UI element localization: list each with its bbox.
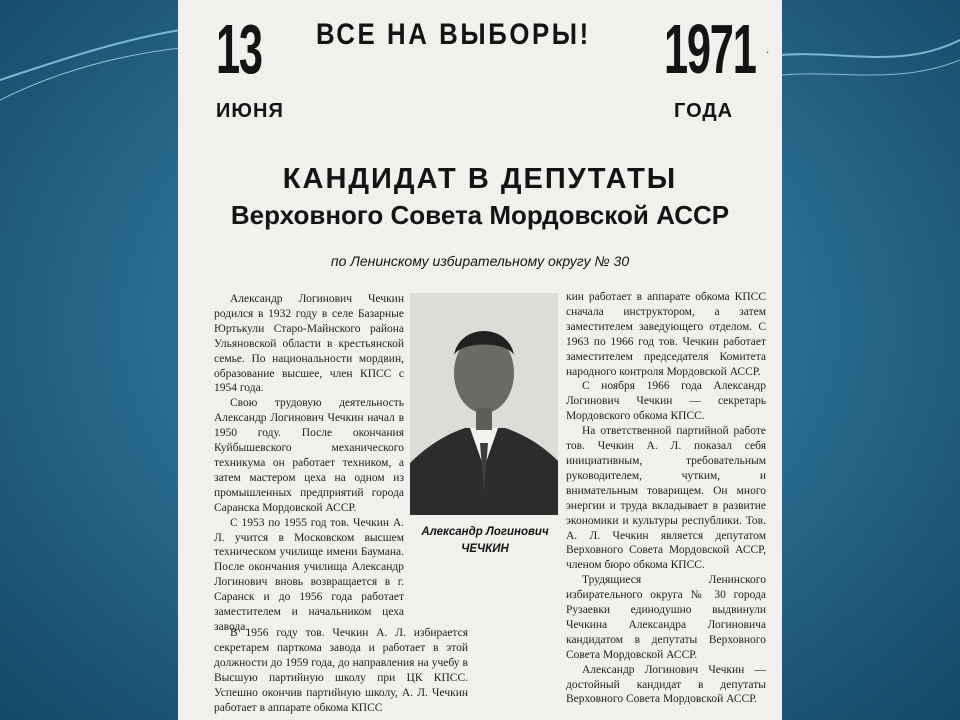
caption-first-name: Александр Логинович <box>421 526 549 538</box>
portrait-caption <box>410 524 560 558</box>
headline-subtitle: Верховного Совета Мордовской АССР <box>230 200 730 230</box>
biography-paragraph: Трудящиеся Ленинского избирательного округа № 30 города Рузаевки единодушно выдвинули Чечкина Александра Логиновича кандидатом в депутаты Верховного Совета Мордовской АССР. <box>566 574 766 661</box>
biography-bottom-column <box>214 626 468 715</box>
election-slogan: ВСЕ НА ВЫБОРЫ! <box>316 18 591 51</box>
biography-paragraph: Александр Логинович Чечкин — достойный кандидат в депутаты Верховного Совета Мордовской АССР. <box>566 663 766 706</box>
biography-paragraph: С ноября 1966 года Александр Логинович Чечкин — секретарь Мордовского обкома КПСС. <box>566 380 766 423</box>
biography-paragraph: В 1956 году тов. Чечкин А. Л. избирается секретарем парткома завода и работает в этой должности до 1959 года, до направления на учебу в Высшую партийную школу при ЦК КПСС. Успешно окончив партийную школу, А. Л. Чечкин работает в аппарате обкома КПСС <box>214 627 468 714</box>
newspaper-clipping <box>178 0 782 720</box>
election-year-number: 1971 <box>664 10 756 88</box>
district-line: по Ленинскому избирательному округу № 30 <box>330 253 630 269</box>
biography-left-column <box>214 292 404 635</box>
headline-title: КАНДИДАТ В ДЕПУТАТЫ <box>282 163 678 195</box>
biography-paragraph: На ответственной партийной работе тов. Чечкин А. Л. показал себя инициативным, требовательным руководителем, чутким, и внимательным товарищем. Он много энергии и труда вкладывает в развитие экономики и культуры республики. Тов. А. Л. Чечкин является депутатом Верховного Совета Мордовской АССР, членом бюро обкома КПСС. <box>566 425 766 572</box>
election-day-number: 13 <box>216 10 262 88</box>
biography-right-column <box>566 290 766 707</box>
biography-paragraph: кин работает в аппарате обкома КПСС сначала инструктором, а затем заместителем заведующего отделом. С 1963 по 1966 год тов. Чечкин работает заместителем председателя Комитета народного контроля Мордовской АССР. <box>566 291 766 378</box>
biography-paragraph: Александр Логинович Чечкин родился в 1932 году в селе Базарные Юртькули Старо-Майнского района Ульяновской области в крестьянской семье. По национальности мордвин, образование высшее, член КПСС с 1954 года. <box>214 293 404 395</box>
election-year-word: ГОДА <box>674 100 734 122</box>
portrait-image <box>410 293 558 515</box>
election-month: ИЮНЯ <box>216 100 284 122</box>
biography-paragraph: С 1953 по 1955 год тов. Чечкин А. Л. учится в Московском высшем техническом училище имени Баумана. После окончания училища Александр Логинович вновь возвращается в г. Саранск и до 1956 года работает заместителем и начальником цеха завода. <box>214 516 404 633</box>
caption-surname: ЧЕЧКИН <box>461 543 509 555</box>
print-mark: · <box>766 48 770 59</box>
biography-paragraph: Свою трудовую деятельность Александр Логинович Чечкин начал в 1950 году. После окончания Куйбышевского механического техникума он работает техником, а затем мастером цеха на одном из промышленных предприятий города Саранска Мордовской АССР. <box>214 397 404 514</box>
candidate-portrait <box>410 293 558 515</box>
